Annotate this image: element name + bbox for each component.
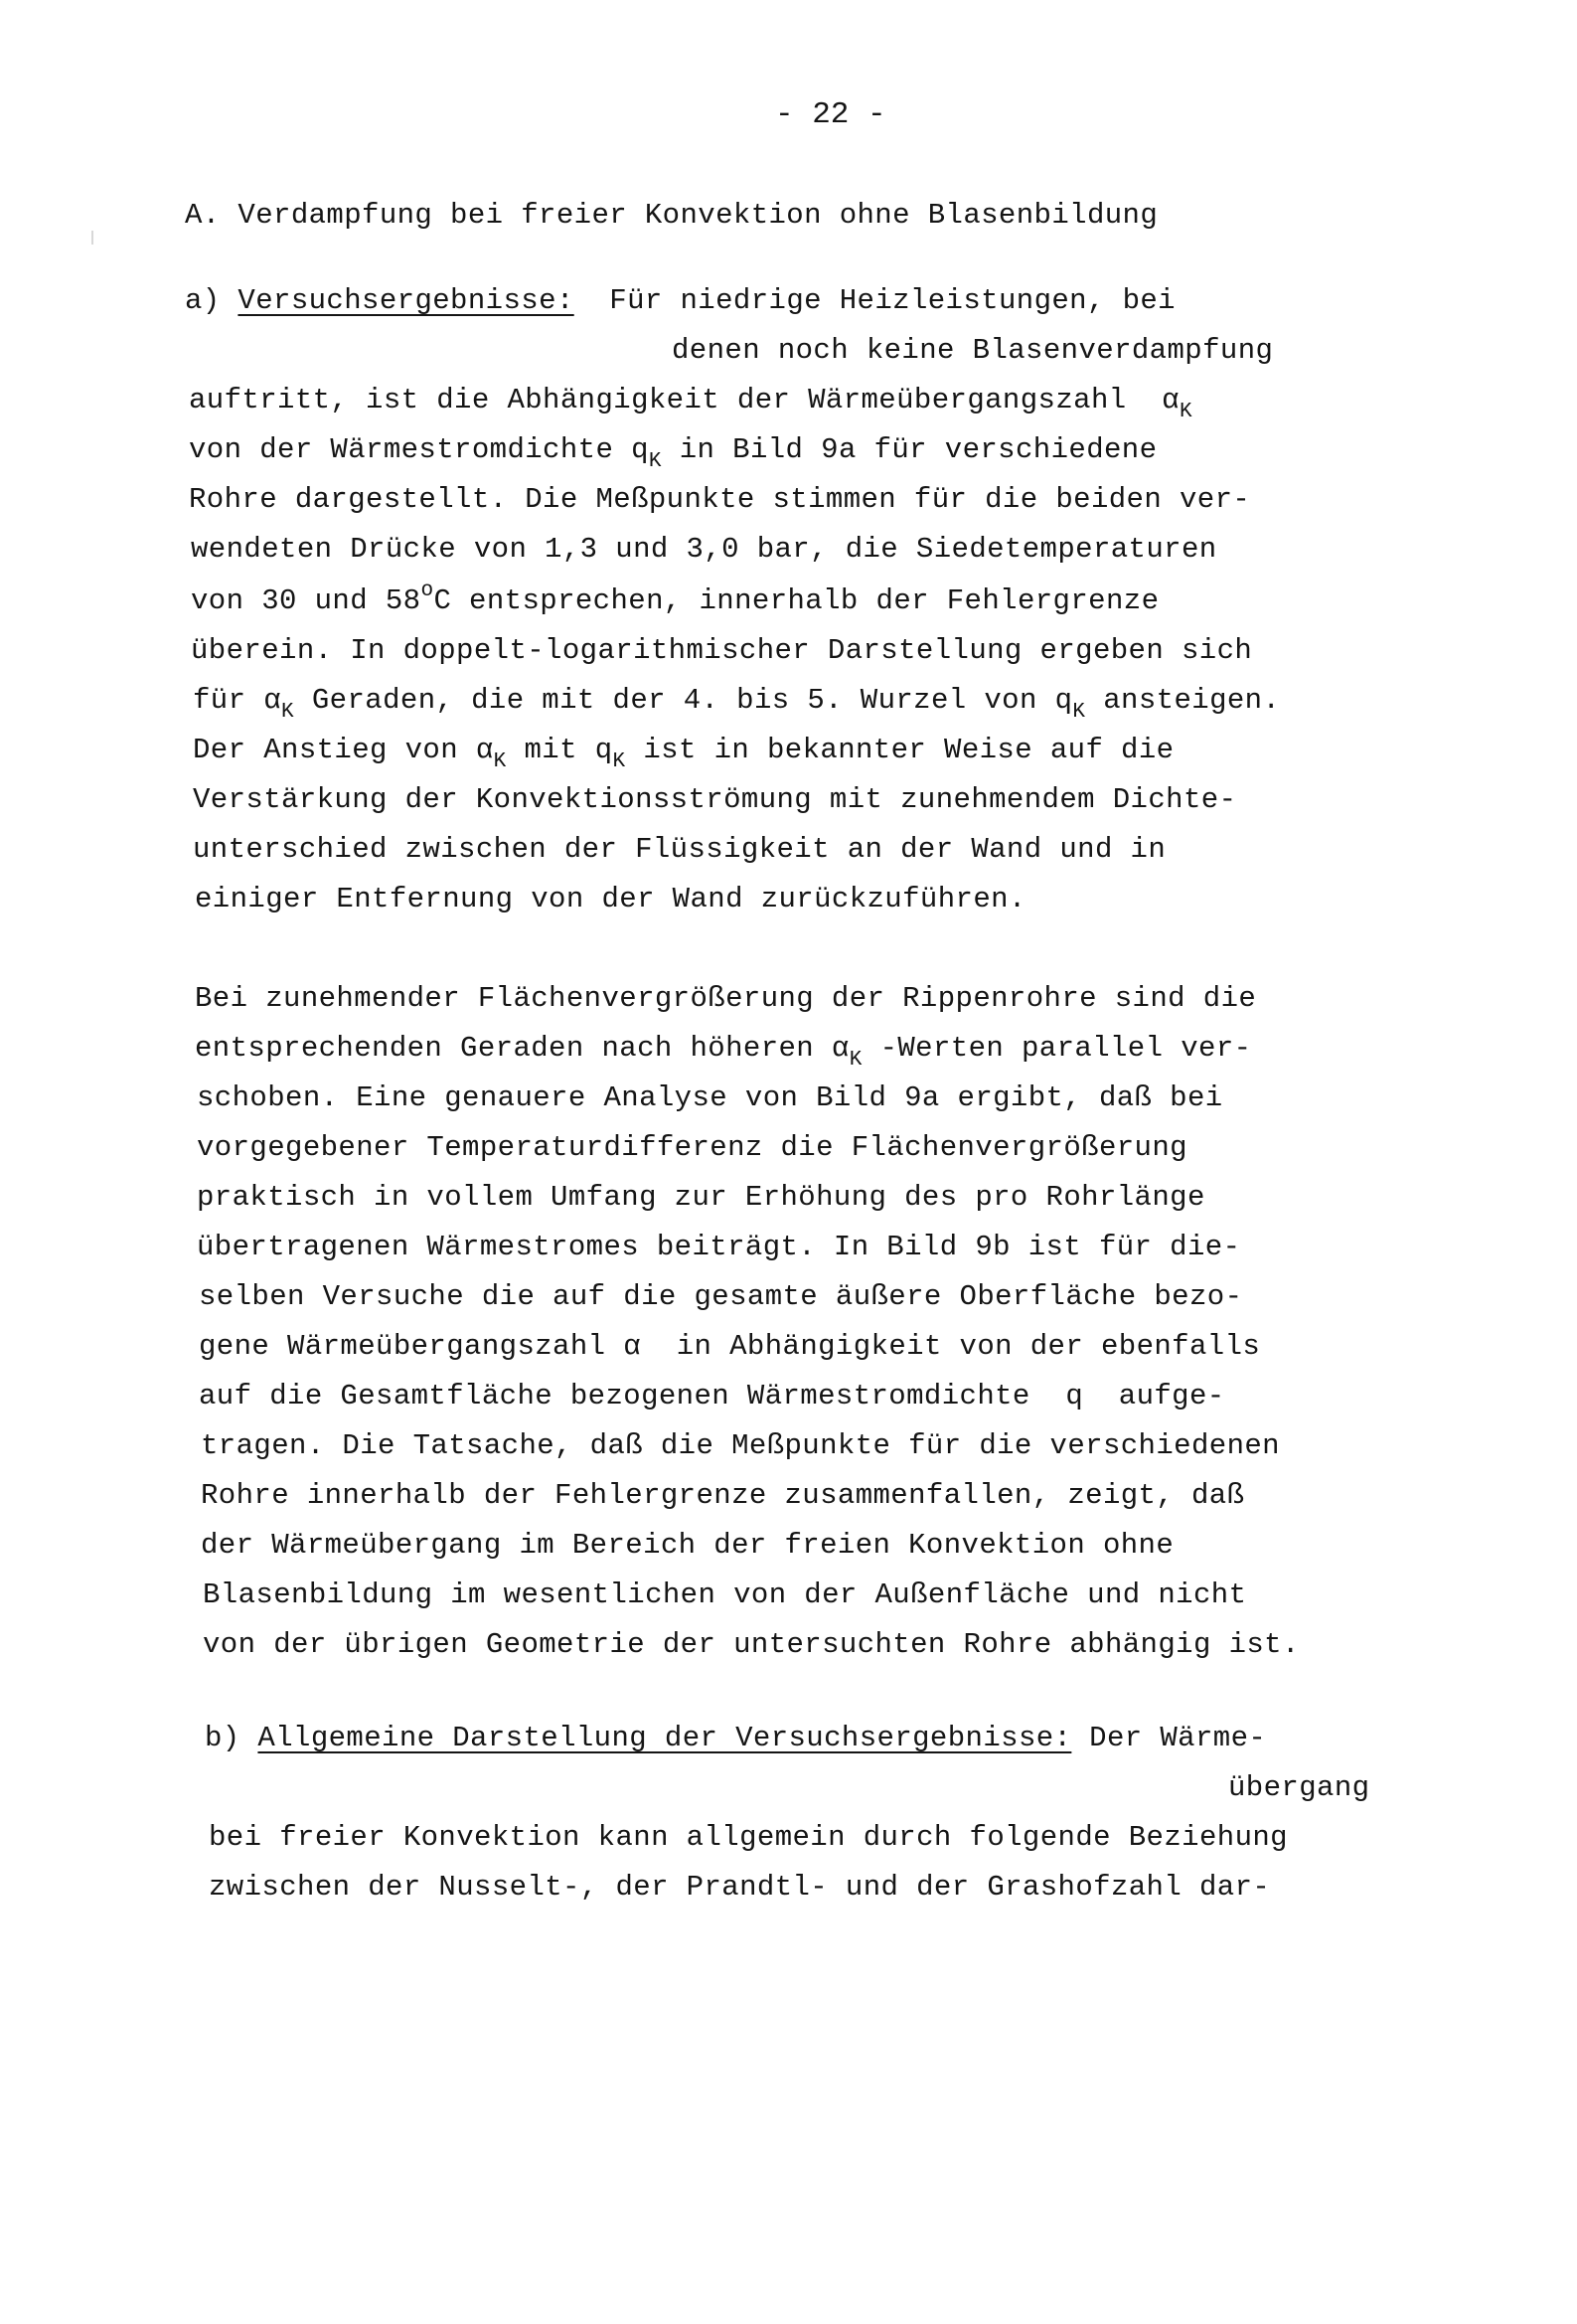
section-a-line-3: auftritt, ist die Abhängigkeit der Wärmeübergangszahl $\alpha_K$	[189, 384, 1192, 423]
section-heading: A. Verdampfung bei freier Konvektion ohne Blasenbildung	[185, 199, 1159, 232]
paragraph-2-line-8: gene Wärmeübergangszahl α in Abhängigkeit von der ebenfalls	[199, 1330, 1261, 1363]
section-b-line-1: b) Allgemeine Darstellung der Versuchsergebnisse: Der Wärme-	[205, 1722, 1267, 1754]
paragraph-2-line-13: Blasenbildung im wesentlichen von der Außenfläche und nicht	[203, 1578, 1247, 1611]
section-a-line-4: von der Wärmestromdichte $q_K$ in Bild 9a für verschiedene	[189, 433, 1158, 473]
paragraph-2-line-3: schoben. Eine genauere Analyse von Bild 9a ergibt, daß bei	[197, 1081, 1223, 1114]
section-a-line-10: Der Anstieg von $\alpha_K$ mit $q_K$ ist in bekannter Weise auf die	[193, 734, 1175, 773]
section-a-line-6: wendeten Drücke von 1,3 und 3,0 bar, die Siedetemperaturen	[191, 533, 1217, 566]
paragraph-2-line-1: Bei zunehmender Flächenvergrößerung der Rippenrohre sind die	[195, 982, 1257, 1015]
paragraph-2-line-12: der Wärmeübergang im Bereich der freien Konvektion ohne	[201, 1529, 1175, 1562]
section-a-line-13: einiger Entfernung von der Wand zurückzuführen.	[195, 883, 1026, 915]
section-a-line-1: a) Versuchsergebnisse: Für niedrige Heizleistungen, bei	[185, 284, 1176, 317]
paragraph-2-line-2: entsprechenden Geraden nach höheren $\alpha_K$ -Werten parallel ver-	[195, 1032, 1252, 1072]
section-b-line-3: bei freier Konvektion kann allgemein durch folgende Beziehung	[209, 1821, 1288, 1854]
section-b-line-2: übergang	[1228, 1771, 1370, 1804]
section-b-line-4: zwischen der Nusselt-, der Prandtl- und der Grashofzahl dar-	[209, 1871, 1271, 1904]
paragraph-2-line-5: praktisch in vollem Umfang zur Erhöhung des pro Rohrlänge	[197, 1181, 1205, 1214]
paragraph-2-line-11: Rohre innerhalb der Fehlergrenze zusammenfallen, zeigt, daß	[201, 1479, 1245, 1512]
section-a-line-7: von 30 und 58$^o$C entsprechen, innerhalb der Fehlergrenze	[191, 580, 1160, 617]
scan-mark	[91, 231, 93, 245]
section-a-line-12: unterschied zwischen der Flüssigkeit an der Wand und in	[193, 833, 1167, 866]
section-a-label: a)	[185, 284, 221, 317]
paragraph-2-line-7: selben Versuche die auf die gesamte äußere Oberfläche bezo-	[199, 1280, 1243, 1313]
section-a-line-9: für $\alpha_K$ Geraden, die mit der 4. bis 5. Wurzel von $q_K$ ansteigen.	[193, 684, 1281, 724]
page-number: - 22 -	[775, 97, 886, 132]
section-a-line-2: denen noch keine Blasenverdampfung	[672, 334, 1274, 367]
paragraph-2-line-10: tragen. Die Tatsache, daß die Meßpunkte für die verschiedenen	[201, 1429, 1280, 1462]
section-a-line-8: überein. In doppelt-logarithmischer Darstellung ergeben sich	[191, 634, 1253, 667]
section-a-line-11: Verstärkung der Konvektionsströmung mit zunehmendem Dichte-	[193, 783, 1237, 816]
section-b-label: b)	[205, 1722, 240, 1754]
paragraph-2-line-4: vorgegebener Temperaturdifferenz die Flächenvergrößerung	[197, 1131, 1187, 1164]
paragraph-2-line-9: auf die Gesamtfläche bezogenen Wärmestromdichte q aufge-	[199, 1380, 1225, 1412]
section-b-title: Allgemeine Darstellung der Versuchsergebnisse:	[257, 1722, 1072, 1754]
section-a-title: Versuchsergebnisse:	[237, 284, 574, 317]
paragraph-2-line-14: von der übrigen Geometrie der untersuchten Rohre abhängig ist.	[203, 1628, 1300, 1661]
paragraph-2-line-6: übertragenen Wärmestromes beiträgt. In Bild 9b ist für die-	[197, 1231, 1241, 1263]
section-a-line-5: Rohre dargestellt. Die Meßpunkte stimmen für die beiden ver-	[189, 483, 1251, 516]
